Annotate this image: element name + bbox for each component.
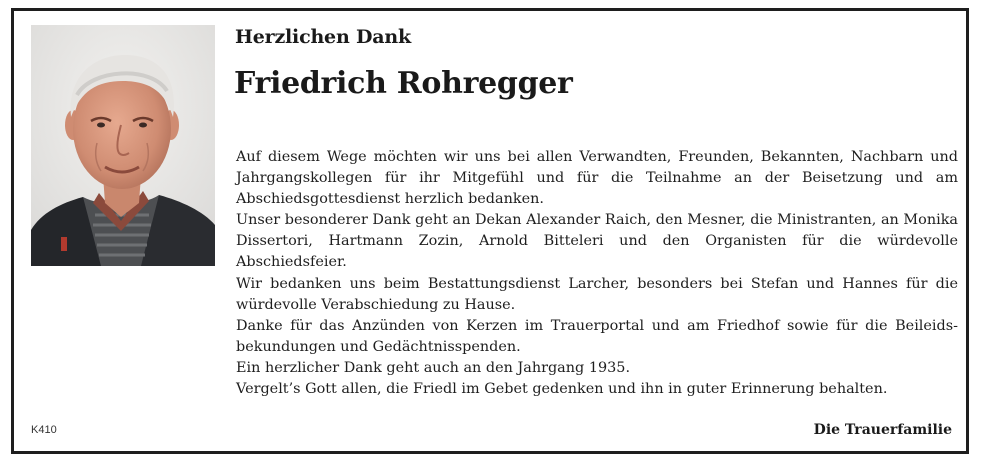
thanks-paragraph-6: Vergelt’s Gott allen, die Friedl im Gebet gedenken und ihn in guter Erinnerung behalten. <box>236 381 888 398</box>
thanks-paragraph-4: Danke für das Anzünden von Kerzen im Trauerportal und am Friedhof sowie für die Beileidsbekundungen und Gedächtnisspenden. <box>236 317 958 355</box>
ad-code: K410 <box>31 424 57 436</box>
notice-heading: Herzlichen Dank <box>235 26 411 48</box>
deceased-name: Friedrich Rohregger <box>234 66 573 101</box>
thanks-paragraph-3: Wir bedanken uns beim Bestattungsdienst Larcher, besonders bei Stefan und Hannes für die würdevolle Verabschiedung zu Hause. <box>236 275 958 313</box>
thanks-paragraph-2: Unser besonderer Dank geht an Dekan Alexander Raich, den Mesner, die Ministranten, an Monika Dissertori, Hartmann Zozin, Arnold Bitteleri und den Organisten für die würdevolle Abschiedsfeier. <box>236 212 958 271</box>
obituary-notice <box>11 8 969 454</box>
thanks-paragraph-1: Auf diesem Wege möchten wir uns bei allen Verwandten, Freunden, Bekannten, Nachbarn und Jahrgangskollegen für ihr Mitgefühl und für die Teilnahme an der Beisetzung und am Abschiedsgottesdienst herzlich bedanken. <box>236 149 958 208</box>
signature: Die Trauerfamilie <box>813 422 952 438</box>
portrait-photo <box>31 25 215 266</box>
thanks-paragraph-5: Ein herzlicher Dank geht auch an den Jahrgang 1935. <box>236 359 631 376</box>
notice-body <box>236 147 958 400</box>
